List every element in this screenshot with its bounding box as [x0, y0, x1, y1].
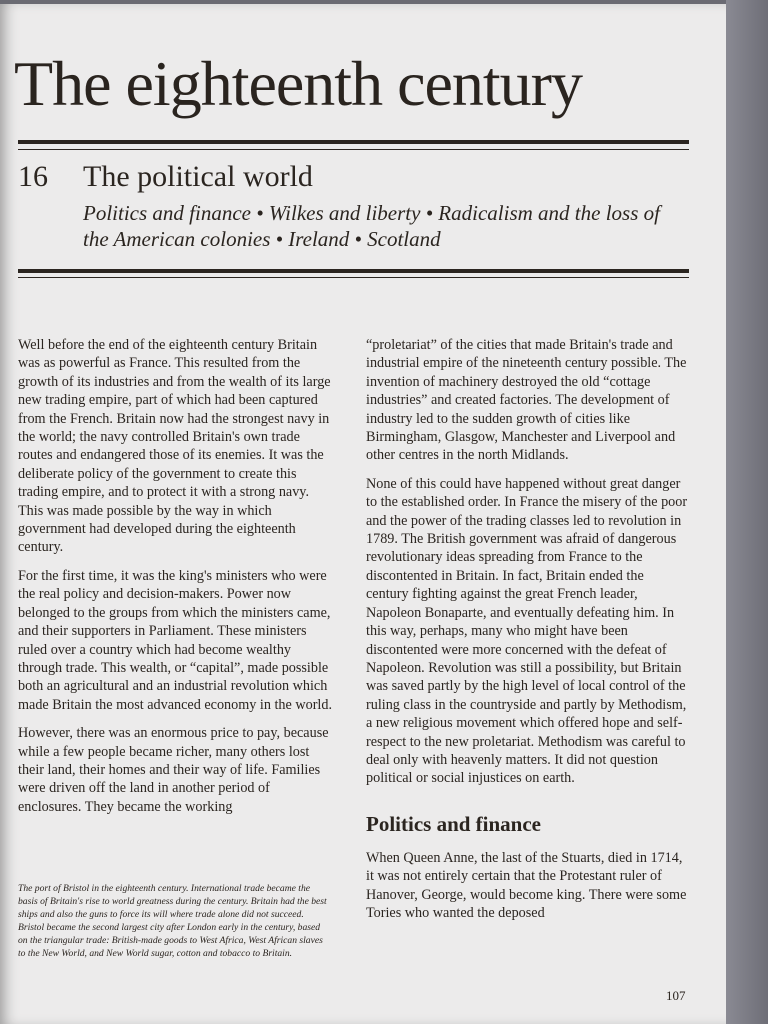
- image-caption: The port of Bristol in the eighteenth century. International trade became the basis of Britain's rise to world greatness during the century. Britain had the best ships and also the guns to force its will where trade alone did not succeed. Bristol became the second largest city after London early in the century, based on the triangular trade: British-made goods to West Africa, West African slaves to the New World, and New World sugar, cotton and tobacco to Britain.: [18, 883, 327, 959]
- book-page: [0, 4, 726, 1024]
- chapter-title: The political world: [83, 160, 313, 193]
- right-column: [366, 336, 689, 932]
- section-heading: Politics and finance: [366, 811, 542, 836]
- page-number: 107: [666, 988, 686, 1003]
- paragraph: For the first time, it was the king's ministers who were the real policy and decision-makers. Power now belonged to the groups from which the ministers came, and their supporters in Parliament. These ministers ruled over a country which had become wealthy through trade. This wealth, or “capital”, made possible both an agricultural and an industrial revolution which made Britain the most advanced economy in the world.: [18, 567, 333, 713]
- bottom-rule-thin: [18, 277, 689, 278]
- paragraph: When Queen Anne, the last of the Stuarts, died in 1714, it was not entirely certain that the Protestant ruler of Hanover, George, would become king. There were some Tories who wanted the deposed: [366, 849, 687, 921]
- top-rule: [18, 140, 689, 144]
- chapter-number: 16: [18, 160, 48, 193]
- top-rule-thin: [18, 149, 689, 150]
- part-title: The eighteenth century: [14, 48, 582, 119]
- paragraph: However, there was an enormous price to pay, because while a few people became richer, many others lost their land, their homes and their way of life. Families were driven off the land in another period of enclosures. They became the working: [18, 725, 329, 815]
- paragraph: “proletariat” of the cities that made Britain's trade and industrial empire of the nineteenth century possible. The invention of machinery destroyed the old “cottage industries” and created factories. The development of industry led to the sudden growth of cities like Birmingham, Glasgow, Manchester and Liverpool and other centres in the north Midlands.: [366, 337, 687, 464]
- chapter-topics: Politics and finance • Wilkes and liberty • Radicalism and the loss of the American colonies • Ireland • Scotland: [83, 201, 660, 251]
- paragraph: Well before the end of the eighteenth century Britain was as powerful as France. This resulted from the growth of its industries and from the wealth of its large new trading empire, part of which had been captured from the French. Britain now had the strongest navy in the world; the navy controlled Britain's own trade routes and endangered those of its enemies. It was the deliberate policy of the government to create this trading empire, and to protect it with a strong navy. This was made possible by the way in which government had developed during the eighteenth century.: [18, 337, 331, 556]
- paragraph: None of this could have happened without great danger to the established order. In France the misery of the poor and the power of the trading classes led to revolution in 1789. The British government was afraid of dangerous revolutionary ideas spreading from France to the discontented in Britain. In fact, Britain ended the century fighting against the great French leader, Napoleon Bonaparte, and eventually defeating him. In this way, perhaps, many who might have been discontented were more concerned with the defeat of Napoleon. Revolution was still a possibility, but Britain was saved partly by the high level of local control of the ruling class in the countryside and partly by Methodism, a new religious movement which offered hope and self-respect to the new proletariat. Methodism was careful to deal only with heavenly matters. It did not question political or social injustices on earth.: [366, 475, 688, 787]
- facing-page-edge: [726, 0, 768, 1024]
- bottom-rule: [18, 269, 689, 273]
- left-column: [18, 336, 335, 826]
